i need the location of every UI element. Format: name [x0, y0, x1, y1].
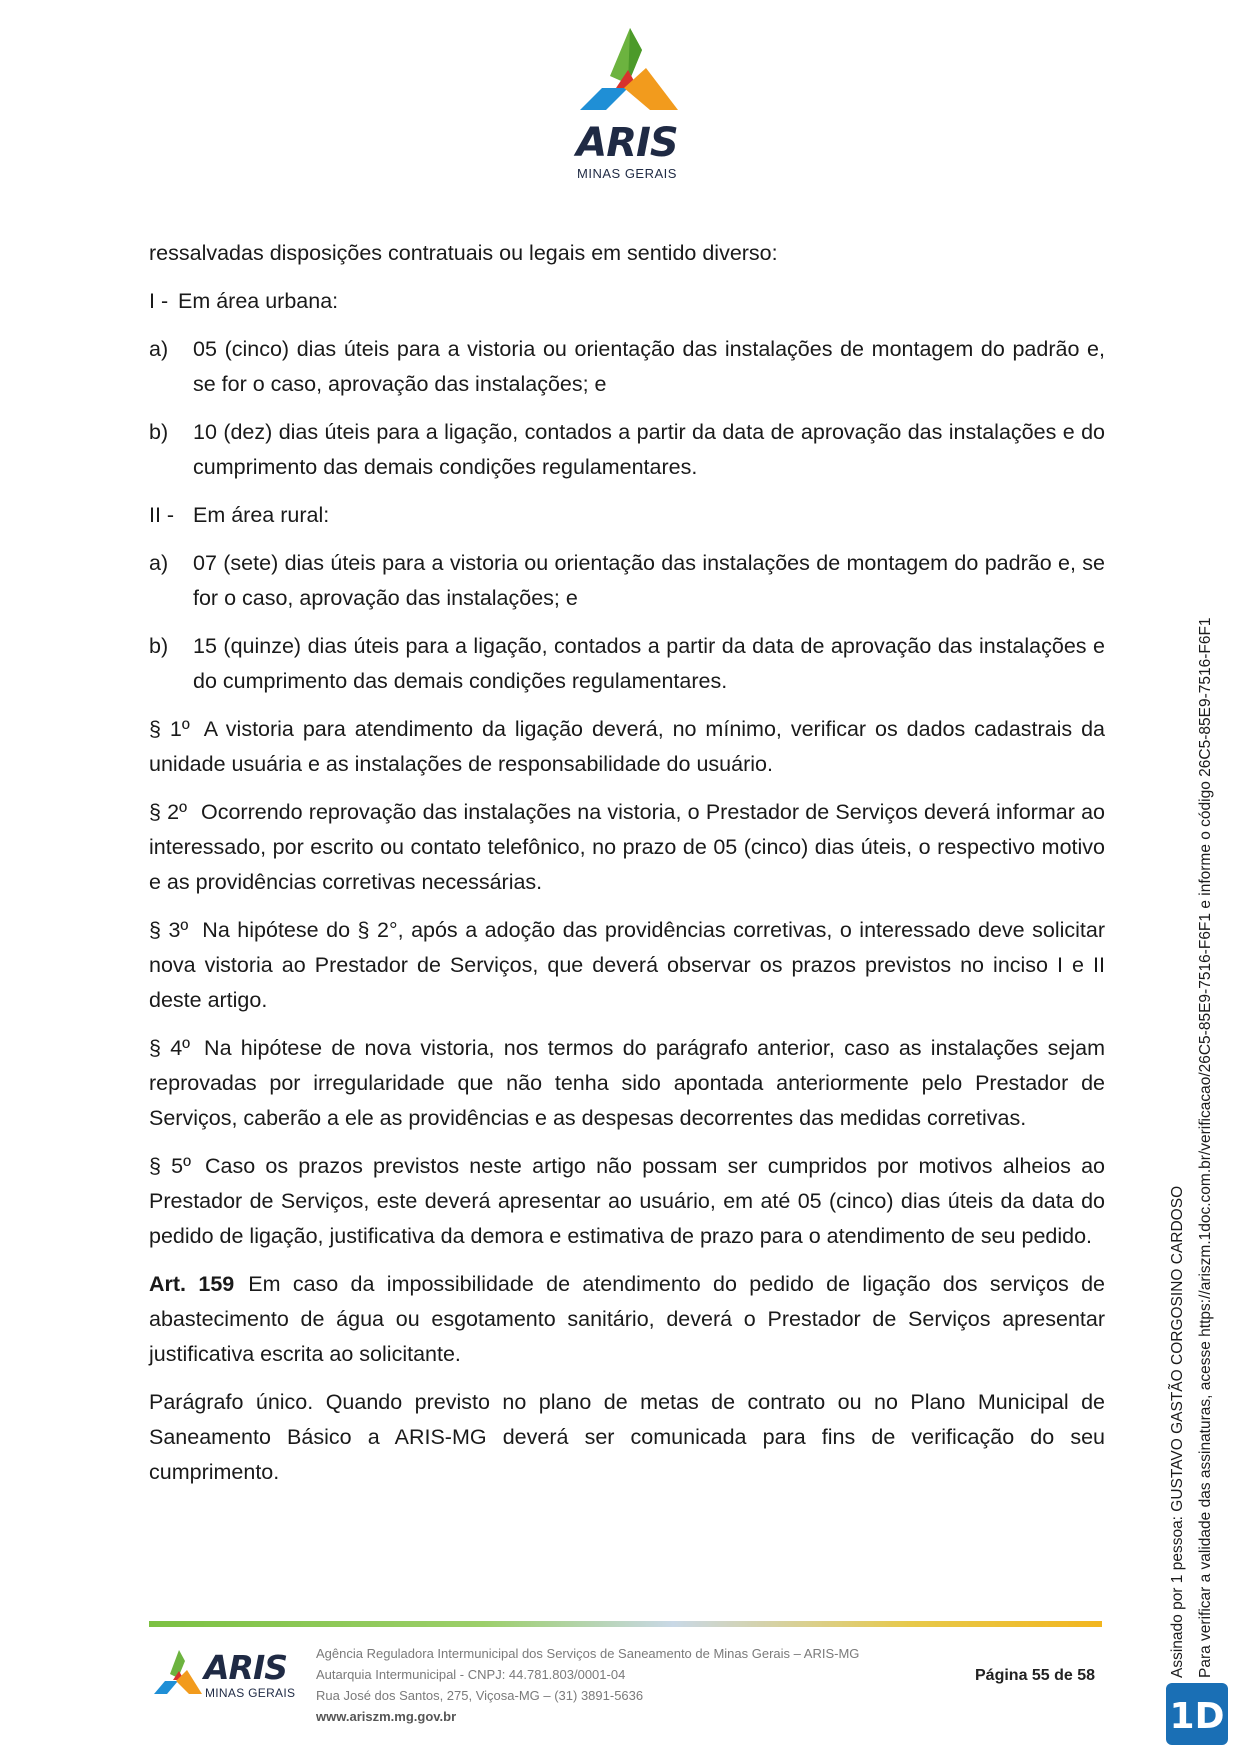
paragraph-text: A vistoria para atendimento da ligação deverá, no mínimo, verificar os dados cadastrais da unidade usuária e as instalações de responsabilidade do usuário. — [149, 717, 1105, 776]
list-item — [149, 332, 1105, 402]
footer-logo-title: ARIS — [204, 1648, 287, 1687]
article-159 — [149, 1267, 1105, 1372]
footer-website-link[interactable]: www.ariszm.mg.gov.br — [316, 1709, 457, 1724]
list-item — [149, 546, 1105, 616]
document-body — [149, 236, 1105, 1503]
item-text: 10 (dez) dias úteis para a ligação, contados a partir da data de aprovação das instalações e do cumprimento das demais condições regulamentares. — [193, 420, 1105, 479]
paragraph-mark: § 5º — [149, 1154, 191, 1178]
section-rural — [149, 498, 1105, 533]
item-label: b) — [149, 634, 169, 658]
paragraph-text: Ocorrendo reprovação das instalações na vistoria, o Prestador de Serviços deverá informar ao interessado, por escrito ou contato telefônico, no prazo de 05 (cinco) dias úteis, o respectivo motivo e as providências corretivas necessárias. — [149, 800, 1105, 894]
footer-divider — [149, 1621, 1102, 1627]
intro-text: ressalvadas disposições contratuais ou legais em sentido diverso: — [149, 241, 778, 265]
logo-subtitle: MINAS GERAIS — [577, 166, 677, 181]
paragraph-mark: § 3º — [149, 918, 189, 942]
logo-title: ARIS — [576, 120, 678, 166]
section-label: I - — [149, 289, 169, 313]
footer-cnpj: Autarquia Intermunicipal - CNPJ: 44.781.803/0001-04 — [316, 1667, 626, 1682]
footer-info — [316, 1643, 859, 1727]
item-text: 05 (cinco) dias úteis para a vistoria ou orientação das instalações de montagem do padrão e, se for o caso, aprovação das instalações; e — [193, 337, 1105, 396]
aris-logo-mark — [572, 28, 682, 123]
list-item — [149, 415, 1105, 485]
paragraph-4 — [149, 1031, 1105, 1136]
item-label: a) — [149, 337, 169, 361]
footer-address: Rua José dos Santos, 275, Viçosa-MG – (31) 3891-5636 — [316, 1688, 644, 1703]
item-label: a) — [149, 551, 169, 575]
footer-agency: Agência Reguladora Intermunicipal dos Serviços de Saneamento de Minas Gerais – ARIS-MG — [316, 1646, 860, 1661]
item-text: 07 (sete) dias úteis para a vistoria ou orientação das instalações de montagem do padrão e, se for o caso, aprovação das instalações; e — [193, 551, 1105, 610]
aris-logo — [572, 28, 682, 181]
section-urban — [149, 284, 1105, 319]
paragraph-1 — [149, 712, 1105, 782]
section-label: II - — [149, 503, 175, 527]
paragraph-5 — [149, 1149, 1105, 1254]
article-text: Em caso da impossibilidade de atendimento do pedido de ligação dos serviços de abastecimento de água ou esgotamento sanitário, deverá o Prestador de Serviços apresentar justificativa escrita ao solicitante. — [149, 1272, 1105, 1366]
paragraph-text: Na hipótese do § 2°, após a adoção das providências corretivas, o interessado deve solicitar nova vistoria ao Prestador de Serviços, que deverá observar os prazos previstos no inciso I e II deste artigo. — [149, 918, 1105, 1012]
paragraph-3 — [149, 913, 1105, 1018]
section-title: Em área rural: — [193, 503, 330, 527]
article-label: Art. 159 — [149, 1272, 235, 1296]
footer-logo — [152, 1648, 302, 1704]
section-title: Em área urbana: — [178, 289, 339, 313]
item-text: 15 (quinze) dias úteis para a ligação, contados a partir da data de aprovação das instalações e do cumprimento das demais condições regulamentares. — [193, 634, 1105, 693]
paragraph-mark: § 4º — [149, 1036, 191, 1060]
paragraph-text: Na hipótese de nova vistoria, nos termos do parágrafo anterior, caso as instalações sejam reprovadas por irregularidade que não tenha sido apontada anteriormente pelo Prestador de Serviços, caberão a ele as providências e as despesas decorrentes das medidas corretivas. — [149, 1036, 1105, 1130]
signature-sidebar — [1164, 578, 1234, 1678]
1doc-badge-icon — [1166, 1683, 1228, 1745]
paragraph-text: Caso os prazos previstos neste artigo não possam ser cumpridos por motivos alheios ao Prestador de Serviços, este deverá apresentar ao usuário, em até 05 (cinco) dias úteis da data do pedido de ligação, justificativa da demora e estimativa de prazo para o atendimento de seu pedido. — [149, 1154, 1105, 1248]
signature-line-1: Assinado por 1 pessoa: GUSTAVO GASTÃO CORGOSINO CARDOSO — [1169, 1185, 1186, 1678]
footer-logo-subtitle: MINAS GERAIS — [205, 1686, 296, 1700]
badge-text: 1D — [1169, 1696, 1225, 1737]
footer-logo-mark — [152, 1650, 204, 1700]
single-paragraph: Parágrafo único. Quando previsto no plano de metas de contrato ou no Plano Municipal de Saneamento Básico a ARIS-MG deverá ser comunicada para fins de verificação do seu cumprimento. — [149, 1390, 1105, 1484]
paragraph-2 — [149, 795, 1105, 900]
paragraph-mark: § 2º — [149, 800, 187, 824]
paragraph-mark: § 1º — [149, 717, 190, 741]
page-number: Página 55 de 58 — [975, 1667, 1096, 1684]
signature-verification-link[interactable]: Para verificar a validade das assinaturas, acesse https://ariszm.1doc.com.br/verificacao/26C5-85E9-7516-F6F1 e informe o código 26C5-85E9-7516-F6F1 — [1197, 617, 1214, 1678]
list-item — [149, 629, 1105, 699]
item-label: b) — [149, 420, 169, 444]
